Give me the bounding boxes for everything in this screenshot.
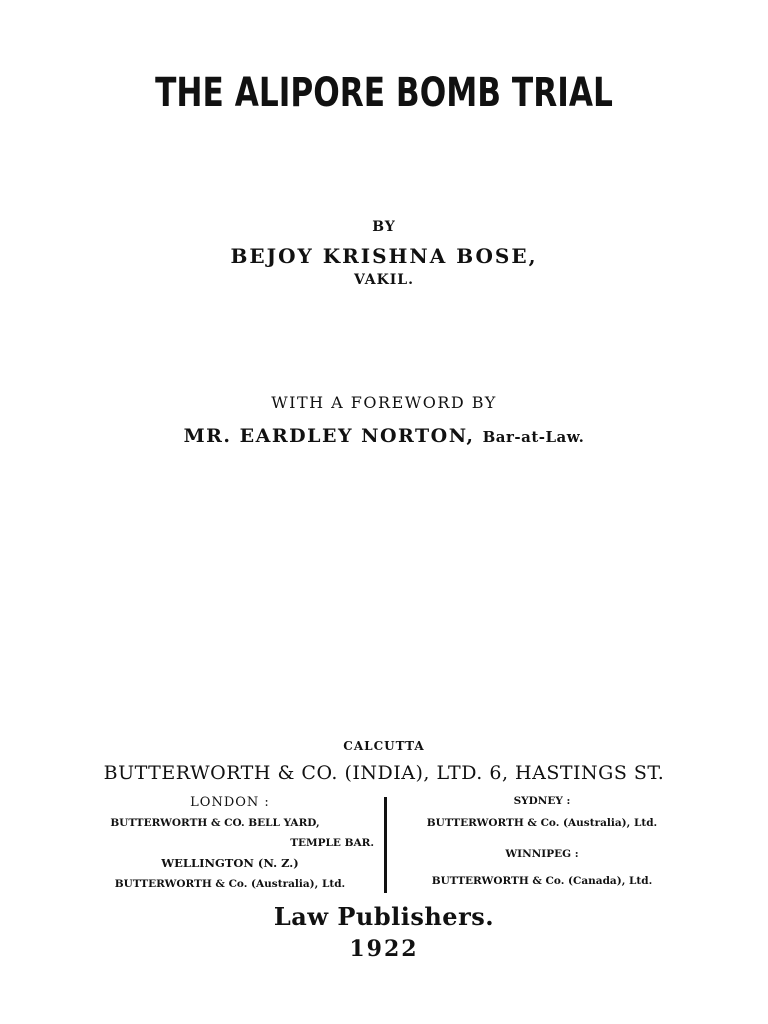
foreword-author-suffix: Bar-at-Law. [482,428,585,446]
wellington-label: WELLINGTON (N. Z.) [161,856,299,870]
foreword-label: WITH A FOREWORD BY [271,393,497,412]
by-label: BY [372,219,396,235]
author-title: VAKIL. [353,272,415,288]
winnipeg-address: BUTTERWORTH & Co. (Canada), Ltd. [431,875,653,887]
wellington-address: BUTTERWORTH & Co. (Australia), Ltd. [114,878,346,890]
imprint-right-column [392,795,692,895]
sydney-label: SYDNEY : [513,795,571,807]
london-label: LONDON : [190,795,270,810]
imprint-city: CALCUTTA [343,739,425,753]
london-address-line2: TEMPLE BAR. [290,837,374,849]
foreword-author-name: MR. EARDLEY NORTON, [183,425,475,447]
publisher-tagline: Law Publishers. [273,902,495,931]
london-address-line1: BUTTERWORTH & CO. BELL YARD, [110,817,320,829]
imprint-divider [384,797,387,893]
book-title: THE ALIPORE BOMB TRIAL [155,70,613,116]
foreword-author [0,425,768,447]
imprint-left-column [80,795,380,895]
publisher-name: BUTTERWORTH & CO. (INDIA), LTD. 6, HASTINGS ST. [103,762,665,784]
winnipeg-label: WINNIPEG : [505,848,579,860]
publication-year: 1922 [349,936,419,962]
author-name: BEJOY KRISHNA BOSE, [230,244,538,268]
sydney-address: BUTTERWORTH & Co. (Australia), Ltd. [426,817,658,829]
